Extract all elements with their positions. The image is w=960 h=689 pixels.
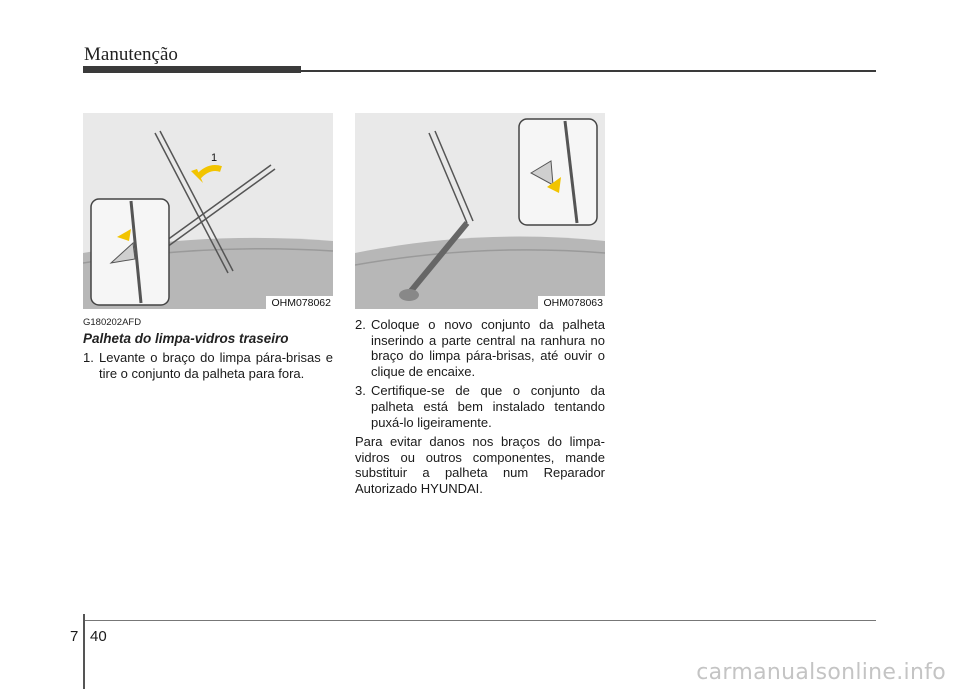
step-number: 3. xyxy=(355,383,366,399)
figure-install-blade-illustration xyxy=(355,113,605,309)
text-column-left xyxy=(83,350,333,385)
step-number: 2. xyxy=(355,317,366,332)
note-paragraph: Para evitar danos nos braços do limpa-vidros ou outros componentes, mande substituir a palheta num Reparador Autorizado HYUNDAI. xyxy=(355,434,605,496)
step-item xyxy=(83,350,333,381)
figure-label: OHM078063 xyxy=(538,296,605,309)
header-bar xyxy=(83,66,301,73)
footer-divider xyxy=(83,614,85,689)
step-text: Certifique-se de que o conjunto da palheta está bem instalado tentando puxá-lo ligeiramente. xyxy=(371,383,605,430)
footer-rule xyxy=(83,620,876,621)
figure-label: OHM078062 xyxy=(266,296,333,309)
step-number: 1. xyxy=(83,350,94,365)
header-rule xyxy=(301,70,876,72)
page-header-title: Manutenção xyxy=(84,44,178,65)
chapter-number: 7 xyxy=(70,628,79,645)
step-marker-label: 1 xyxy=(211,152,218,164)
page-number: 40 xyxy=(90,628,107,645)
figure-remove-blade-illustration xyxy=(83,113,333,309)
step-text: Coloque o novo conjunto da palheta inserindo a parte central na ranhura no braço do limpa pára-brisas, até ouvir o clique de encaixe. xyxy=(371,317,605,379)
step-text: Levante o braço do limpa pára-brisas e tire o conjunto da palheta para fora. xyxy=(99,350,333,381)
step-item xyxy=(355,383,605,430)
watermark: carmanualsonline.info xyxy=(696,660,946,685)
figure-install-blade xyxy=(355,113,605,309)
step-item xyxy=(355,317,605,379)
section-title: Palheta do limpa-vidros traseiro xyxy=(83,331,289,346)
text-column-right xyxy=(355,317,605,497)
section-code: G180202AFD xyxy=(83,317,142,328)
figure-remove-blade xyxy=(83,113,333,309)
